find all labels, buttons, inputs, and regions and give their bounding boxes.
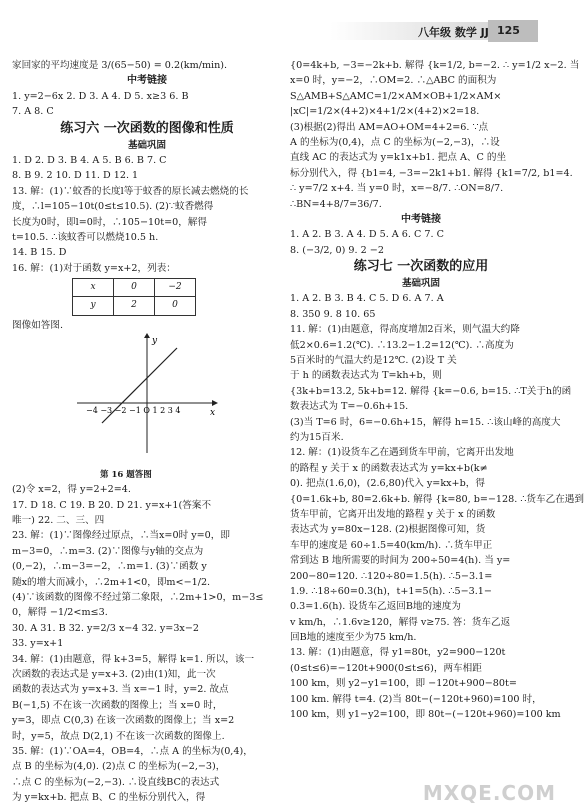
y-axis-arrow [144,333,150,338]
text-line: 家回家的平均速度是 3/(65−50) = 0.2(km/min). [12,60,228,71]
text-line: 7. A 8. C [12,106,54,118]
text-line: 1. D 2. D 3. B 4. A 5. B 6. B 7. C [12,154,167,166]
text-line: 1. A 2. B 3. A 4. D 5. A 6. C 7. C [290,229,444,241]
text-line: x=0 时，y=−2，∴OM=2. ∴△ABC 的面积为 [290,75,497,87]
text-line: |xC|=1/2×(4+2)×4+1/2×(4+2)×2=18. [290,106,480,118]
text-line: ∴ y=7/2 x+4. 当 y=0 时，x=−8/7. ∴ON=8/7. [290,183,504,195]
text-line: v km/h，∴1.6v≥120，解得 v≥75. 答：货车乙返 [290,616,511,628]
right-column [290,58,584,722]
section-title: 练习七 一次函数的应用 [353,259,489,275]
basic-title: 基础巩固 [401,278,440,290]
text-line: 点 B 的坐标为(4,0). (2)点 C 的坐标为(−2,−3)， [12,761,226,773]
text-line: 33. y=x+1 [12,638,64,650]
text-line: 100 km，则 y1−y2=100，即 80t−(−120t+960)=100 km [290,709,561,721]
text-line: 随x的增大而减小，∴2m+1<0，即m<−1/2. [12,576,211,588]
text-line: (0≤t≤6)=−120t+900(0≤t≤6)，两车相距 [290,662,482,674]
text-line: 常到达 B 地所需要的时间为 200÷50=4(h). 当 y= [290,555,511,567]
text-line: 5百米时的气温大约是12℃. (2)设 T 关 [290,355,457,367]
table-cell: 0 [155,297,196,315]
text-line: 于 h 的函数表达式为 T=kh+b，则 [290,370,442,382]
table-cell: 2 [114,297,155,315]
text-line: S△AMB+S△AMC=1/2×AM×OB+1/2×AM× [290,90,502,102]
text-line: 0.3=1.6(h). 设货车乙返回B地的速度为 [290,601,461,613]
text-line: 16. 解：(1)对于函数 y=x+2，列表： [12,262,176,274]
page-number: 125 [497,24,520,37]
text-line: 14. B 15. D [12,247,67,259]
section-title: 练习六 一次函数的图像和性质 [60,120,234,136]
text-line: {3k+b=13.2, 5k+b=12. 解得 {k=−0.6, b=15. ∴T关于h的函 [290,385,572,397]
text-line: 17. D 18. C 19. B 20. D 21. y=x+1(答案不 [12,499,212,511]
text-line: 13. 解：(1)∵蚊香的长度l等于蚊香的原长减去燃烧的长 [12,185,249,197]
text-line: 8. (−3/2, 0) 9. 2 −2 [290,244,384,256]
text-line: 8. 350 9. 8 10. 65 [290,308,376,320]
text-line: (0,−2)，∴m−3=−2，∴m=1. (3)∵函数 y [12,561,207,573]
value-table [72,278,196,316]
text-line: 0). 把点(1.6,0)，(2.6,80)代入 y=kx+b，得 [290,478,485,490]
text-line: 100 km，则 y2−y1=100，即 −120t+900−80t= [290,678,517,690]
graph-svg [72,333,222,458]
left-column [12,58,282,805]
text-line: 1. y=2−6x 2. D 3. A 4. D 5. x≥3 6. B [12,90,189,102]
table-cell: x [73,279,114,297]
text-line: (2)令 x=2，得 y=2+2=4. [12,484,131,496]
text-line: 直线 AC 的表达式为 y=k1x+b1. 把点 A、C 的坐 [290,152,507,164]
function-graph [72,333,222,468]
text-line: 1. A 2. B 3. B 4. C 5. D 6. A 7. A [290,293,444,305]
exam-link-heading: 中考链接 [401,213,441,225]
text-line: 回B地的速度至少为75 km/h. [290,632,417,644]
watermark: MXQE.COM [422,781,556,805]
text-line: ∴BN=4+8/7=36/7. [290,198,382,210]
table-cell: 0 [114,279,155,297]
x-axis-arrow [212,400,218,406]
text-line: 标分别代入，得 {b1=4, −3=−2k1+b1. 解得 {k1=7/2, b1=4. [290,167,573,179]
text-line: 的路程 y 关于 x 的函数表达式为 y=kx+b(k≠ [290,462,488,474]
text-line: {0=4k+b, −3=−2k+b. 解得 {k=1/2, b=−2. ∴ y=1/2 x−2. 当 [290,60,580,71]
page-header [0,18,560,44]
text-line: t=10.5. ∴该蚊香可以燃烧10.5 h. [12,231,159,243]
x-axis-label: x [210,408,216,419]
text-line: 长度为0时，即l=0时，∴105−10t=0，解得 [12,216,207,228]
text-line: 200−80=120. ∴120÷80=1.5(h). ∴5−3.1= [290,570,493,582]
text-line: 11. 解：(1)由题意，得高度增加2百米，则气温大约降 [290,324,520,336]
text-line: 8. B 9. 2 10. D 11. D 12. 1 [12,170,139,182]
text-line: 低2×0.6=1.2(℃). ∴13.2−1.2=12(℃). ∴高度为 [290,339,514,351]
text-line: 35. 解：(1)∵OA=4，OB=4，∴点 A 的坐标为(0,4)， [12,745,253,757]
text-line: (3)根据(2)得出 AM=AO+OM=4+2=6. ∵点 [290,121,489,133]
text-line: (4)∵该函数的图像不经过第二象限，∴2m+1>0，m−3≤ [12,592,264,604]
text-line: 车甲的速度是 60÷1.5=40(km/h). ∴货车甲正 [290,539,493,551]
text-line: 12. 解：(1)设货车乙在遇到货车甲前，它离开出发地 [290,447,514,459]
text-line: 函数的表达式为 y=x+3. 当 x=−1 时，y=2. 故点 [12,684,229,696]
text-line: (3)当 T=6 时，6=−0.6h+15，解得 h=15. ∴该山峰的高度大 [290,416,561,428]
text-line: m−3=0，∴m=3. (2)∵图像与y轴的交点为 [12,545,204,557]
text-line: y=3，即点 C(0,3) 在该一次函数的图像上；当 x=2 [12,715,235,727]
text-line: 图像如答图. [12,319,64,331]
text-line: ∴点 C 的坐标为(−2,−3). ∴设直线BC的表达式 [12,776,220,788]
basic-title: 基础巩固 [127,139,166,151]
text-line: 次函数的表达式是 y=x+3. (2)由(1)知，此一次 [12,668,216,680]
text-line: A 的坐标为(0,4)，点 C 的坐标为(−2,−3)，∴设 [290,136,500,148]
text-line: 时，y=5，故点 D(2,1) 不在该一次函数的图像上. [12,730,225,742]
x-tick-labels: −4 −3 −2 −1 O 1 2 3 4 [86,406,181,416]
text-line: B(−1,5) 不在该一次函数的图像上；当 x=0 时， [12,699,223,711]
exam-link-heading: 中考链接 [127,75,167,87]
text-line: 度，∴l=105−10t(0≤t≤10.5). (2)∵蚊香燃得 [12,201,214,213]
text-line: 34. 解：(1)由题意，得 k+3=5，解得 k=1. 所以，该一 [12,653,255,665]
table-cell: −2 [155,279,196,297]
text-line: 0，解得 −1/2<m≤3. [12,607,108,619]
text-line: {0=1.6k+b, 80=2.6k+b. 解得 {k=80, b=−128. ∴货车乙在遇到 [290,493,584,505]
text-line: 数表达式为 T=−0.6h+15. [290,401,409,413]
text-line: 唯一) 22. 二、三、四 [12,515,105,527]
table-cell: y [73,297,114,315]
text-line: 30. A 31. B 32. y=2/3 x−4 32. y=3x−2 [12,622,199,634]
text-line: 约为15百米. [290,431,344,443]
text-line: 1.9. ∴18÷60=0.3(h)，t+1=5(h). ∴5−3.1− [290,585,492,597]
text-line: 23. 解：(1)∵图像经过原点，∴当x=0时 y=0，即 [12,530,230,542]
y-axis-label: y [152,336,158,347]
text-line: 100 km. 解得 t=4. (2)当 80t−(−120t+960)=100 时， [290,693,542,705]
text-line: 表达式为 y=80x−128. (2)根据图像可知，货 [290,524,486,536]
text-line: 13. 解：(1)由题意，得 y1=80t，y2=900−120t [290,647,506,659]
graph-caption: 第 16 题答图 [100,470,152,481]
grade-subject: 八年级 数学 JJ [418,26,489,39]
text-line: 货车甲前，它离开出发地的路程 y 关于 x 的函数 [290,508,496,520]
text-line: 为 y=kx+b. 把点 B、C 的坐标分别代入，得 [12,792,206,804]
